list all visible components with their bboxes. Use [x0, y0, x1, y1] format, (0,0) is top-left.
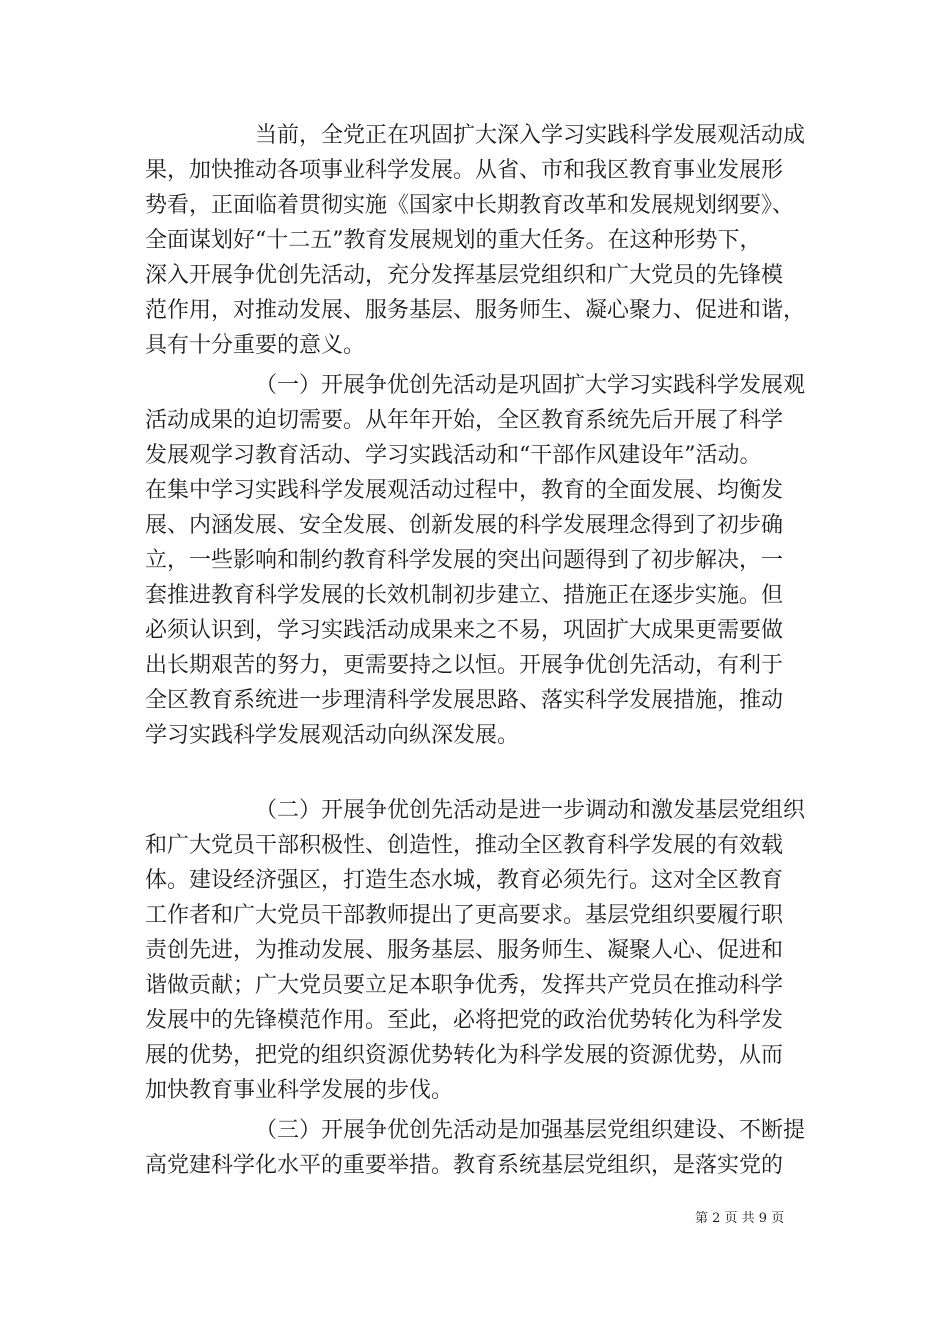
text-line: 高党建科学化水平的重要举措。教育系统基层党组织，是落实党的: [145, 1153, 784, 1178]
text-line: 套推进教育科学发展的长效机制初步建立、措施正在逐步实施。但: [145, 583, 784, 608]
text-line: 谐做贡献；广大党员要立足本职争优秀，发挥共产党员在推动科学: [145, 973, 784, 998]
text-line: 在集中学习实践科学发展观活动过程中，教育的全面发展、均衡发: [145, 478, 784, 503]
paragraph: [145, 793, 805, 1108]
text-line: 果，加快推动各项事业科学发展。从省、市和我区教育事业发展形: [145, 158, 784, 183]
text-line: 必须认识到，学习实践活动成果来之不易，巩固扩大成果更需要做: [145, 618, 784, 643]
text-line: 深入开展争优创先活动，充分发挥基层党组织和广大党员的先锋模: [145, 263, 784, 288]
text-line: 体。建设经济强区，打造生态水城，教育必须先行。这对全区教育: [145, 868, 784, 893]
text-line: 范作用，对推动发展、服务基层、服务师生、凝心聚力、促进和谐，: [145, 298, 806, 323]
text-line: 展、内涵发展、安全发展、创新发展的科学发展理念得到了初步确: [145, 513, 784, 538]
text-line: [145, 753, 805, 788]
text-line: 和广大党员干部积极性、创造性，推动全区教育科学发展的有效载: [145, 833, 784, 858]
text-line: 责创先进，为推动发展、服务基层、服务师生、凝聚人心、促进和: [145, 938, 784, 963]
text-line: 具有十分重要的意义。: [145, 333, 366, 358]
text-line: 学习实践科学发展观活动向纵深发展。: [145, 723, 520, 748]
text-line: 工作者和广大党员干部教师提出了更高要求。基层党组织要履行职: [145, 903, 784, 928]
paragraph: [145, 368, 805, 788]
text-line: 当前，全党正在巩固扩大深入学习实践科学发展观活动成: [255, 123, 806, 148]
text-line: 发展观学习教育活动、学习实践活动和“干部作风建设年”活动。: [145, 443, 762, 468]
text-line: 势看，正面临着贯彻实施《国家中长期教育改革和发展规划纲要》、: [145, 193, 795, 218]
page-number: 第 2 页 共 9 页: [695, 1211, 785, 1226]
text-line: 发展中的先锋模范作用。至此，必将把党的政治优势转化为科学发: [145, 1008, 784, 1033]
text-line: 全面谋划好“十二五”教育发展规划的重大任务。在这种形势下，: [145, 228, 762, 253]
text-line: 展的优势，把党的组织资源优势转化为科学发展的资源优势，从而: [145, 1043, 784, 1068]
text-line: 立，一些影响和制约教育科学发展的突出问题得到了初步解决，一: [145, 548, 784, 573]
text-line: 加快教育事业科学发展的步伐。: [145, 1078, 454, 1103]
text-line: 活动成果的迫切需要。从年年开始，全区教育系统先后开展了科学: [145, 408, 784, 433]
text-line: （一）开展争优创先活动是巩固扩大学习实践科学发展观: [255, 373, 806, 398]
text-line: 出长期艰苦的努力，更需要持之以恒。开展争优创先活动，有利于: [145, 653, 784, 678]
document-body: [145, 118, 805, 1183]
text-line: （二）开展争优创先活动是进一步调动和激发基层党组织: [255, 798, 806, 823]
text-line: （三）开展争优创先活动是加强基层党组织建设、不断提: [255, 1118, 806, 1143]
paragraph: [145, 118, 805, 363]
paragraph: [145, 1113, 805, 1183]
text-line: 全区教育系统进一步理清科学发展思路、落实科学发展措施，推动: [145, 688, 784, 713]
